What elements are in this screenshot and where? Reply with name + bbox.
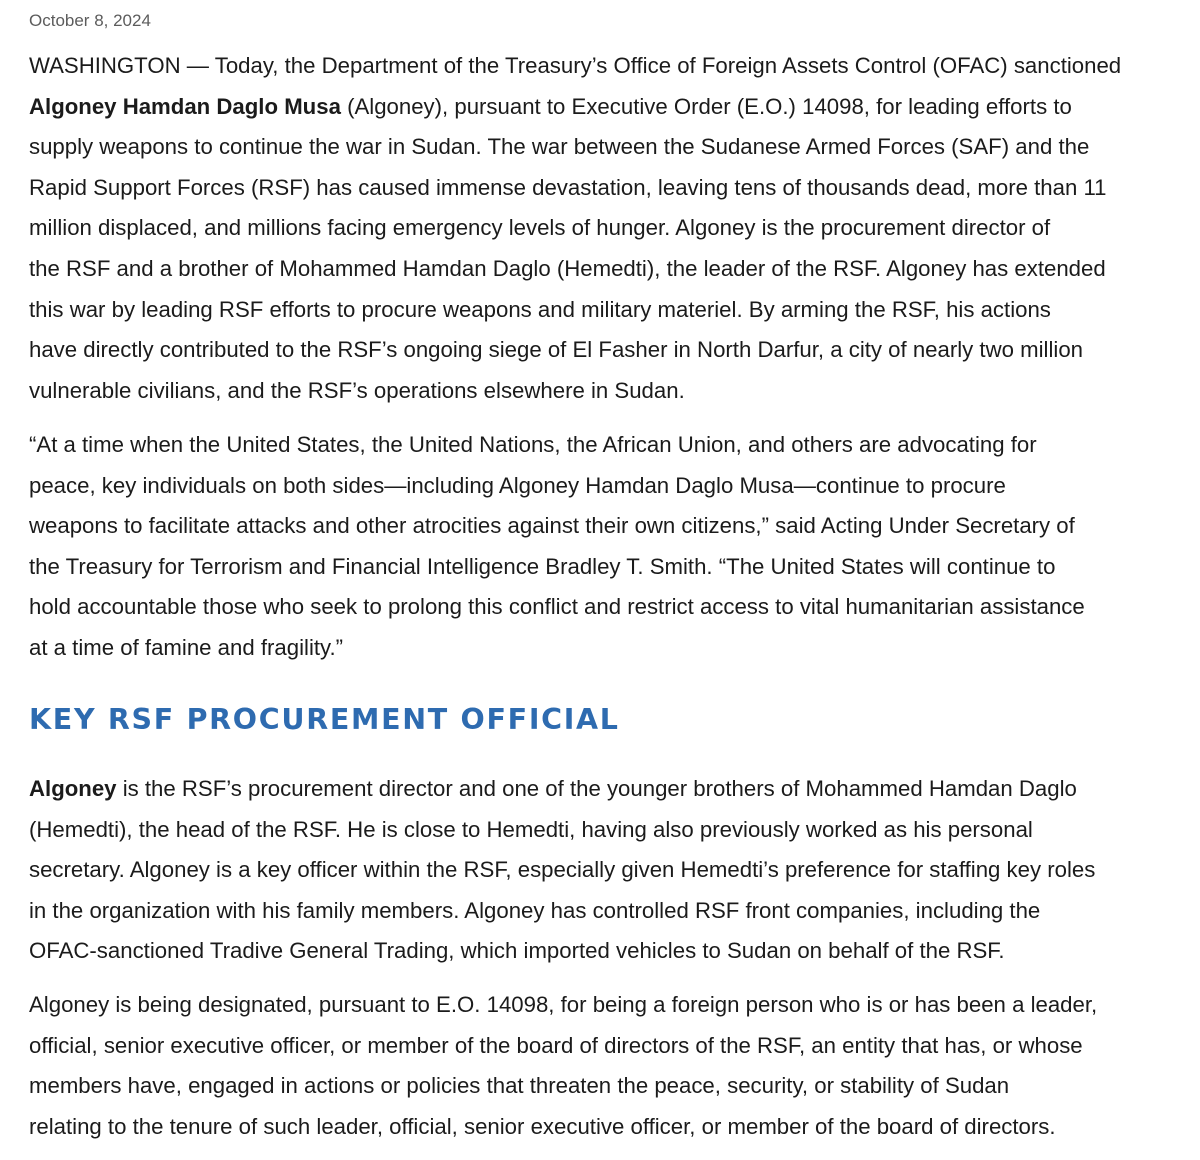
bold-name: Algoney <box>29 776 117 801</box>
paragraph-line: the RSF and a brother of Mohammed Hamdan Daglo (Hemedti), the leader of the RSF. Algoney has extended <box>29 255 1106 281</box>
paragraph-line: hold accountable those who seek to prolong this conflict and restrict access to vital humanitarian assistance <box>29 594 1085 620</box>
paragraph-line: WASHINGTON — Today, the Department of the Treasury’s Office of Foreign Assets Control (OFAC) sanctioned <box>29 53 1122 78</box>
paragraph-line: this war by leading RSF efforts to procure weapons and military materiel. By arming the RSF, his actions <box>29 296 1051 322</box>
paragraph-line <box>29 769 1095 810</box>
paragraph-line: OFAC-sanctioned Tradive General Trading, which imported vehicles to Sudan on behalf of the RSF. <box>29 938 1005 964</box>
intro-paragraph <box>29 46 1121 411</box>
paragraph-line: members have, engaged in actions or policies that threaten the peace, security, or stability of Sudan <box>29 1073 1010 1099</box>
paragraph-line: the Treasury for Terrorism and Financial Intelligence Bradley T. Smith. “The United States will continue to <box>29 553 1056 579</box>
paragraph-line: in the organization with his family members. Algoney has controlled RSF front companies, including the <box>29 897 1041 923</box>
paragraph-line <box>29 87 1121 128</box>
section-heading: KEY RSF PROCUREMENT OFFICIAL <box>29 703 620 736</box>
designation-paragraph <box>29 985 1097 1147</box>
paragraph-line: vulnerable civilians, and the RSF’s operations elsewhere in Sudan. <box>29 377 685 403</box>
paragraph-text: (Algoney), pursuant to Executive Order (E.O.) 14098, for leading efforts to <box>340 93 1072 119</box>
bold-name: Algoney Hamdan Daglo Musa <box>29 93 341 119</box>
paragraph-line: at a time of famine and fragility.” <box>29 634 344 660</box>
paragraph-line: “At a time when the United States, the United Nations, the African Union, and others are advocating for <box>29 432 1037 457</box>
paragraph-line: official, senior executive officer, or member of the board of directors of the RSF, an entity that has, or whose <box>29 1032 1083 1058</box>
paragraph-line: secretary. Algoney is a key officer within the RSF, especially given Hemedti’s preference for staffing key roles <box>29 857 1096 883</box>
paragraph-line: relating to the tenure of such leader, official, senior executive officer, or member of the board of directors. <box>29 1113 1056 1139</box>
paragraph-line: supply weapons to continue the war in Sudan. The war between the Sudanese Armed Forces (SAF) and the <box>29 134 1090 160</box>
quote-paragraph <box>29 425 1085 669</box>
paragraph-line: Algoney is being designated, pursuant to E.O. 14098, for being a foreign person who is or has been a leader, <box>29 992 1098 1017</box>
paragraph-text: is the RSF’s procurement director and one of the younger brothers of Mohammed Hamdan Daglo <box>116 776 1077 801</box>
paragraph-line: weapons to facilitate attacks and other atrocities against their own citizens,” said Acting Under Secretary of <box>29 513 1075 539</box>
profile-paragraph <box>29 769 1095 972</box>
paragraph-line: Rapid Support Forces (RSF) has caused immense devastation, leaving tens of thousands dead, more than 11 <box>29 174 1107 200</box>
publish-date: October 8, 2024 <box>29 11 151 30</box>
paragraph-line: million displaced, and millions facing emergency levels of hunger. Algoney is the procurement director of <box>29 215 1051 241</box>
paragraph-line: peace, key individuals on both sides—including Algoney Hamdan Daglo Musa—continue to procure <box>29 472 1006 498</box>
paragraph-line: have directly contributed to the RSF’s ongoing siege of El Fasher in North Darfur, a city of nearly two million <box>29 337 1084 363</box>
paragraph-line: (Hemedti), the head of the RSF. He is close to Hemedti, having also previously worked as his personal <box>29 816 1033 842</box>
